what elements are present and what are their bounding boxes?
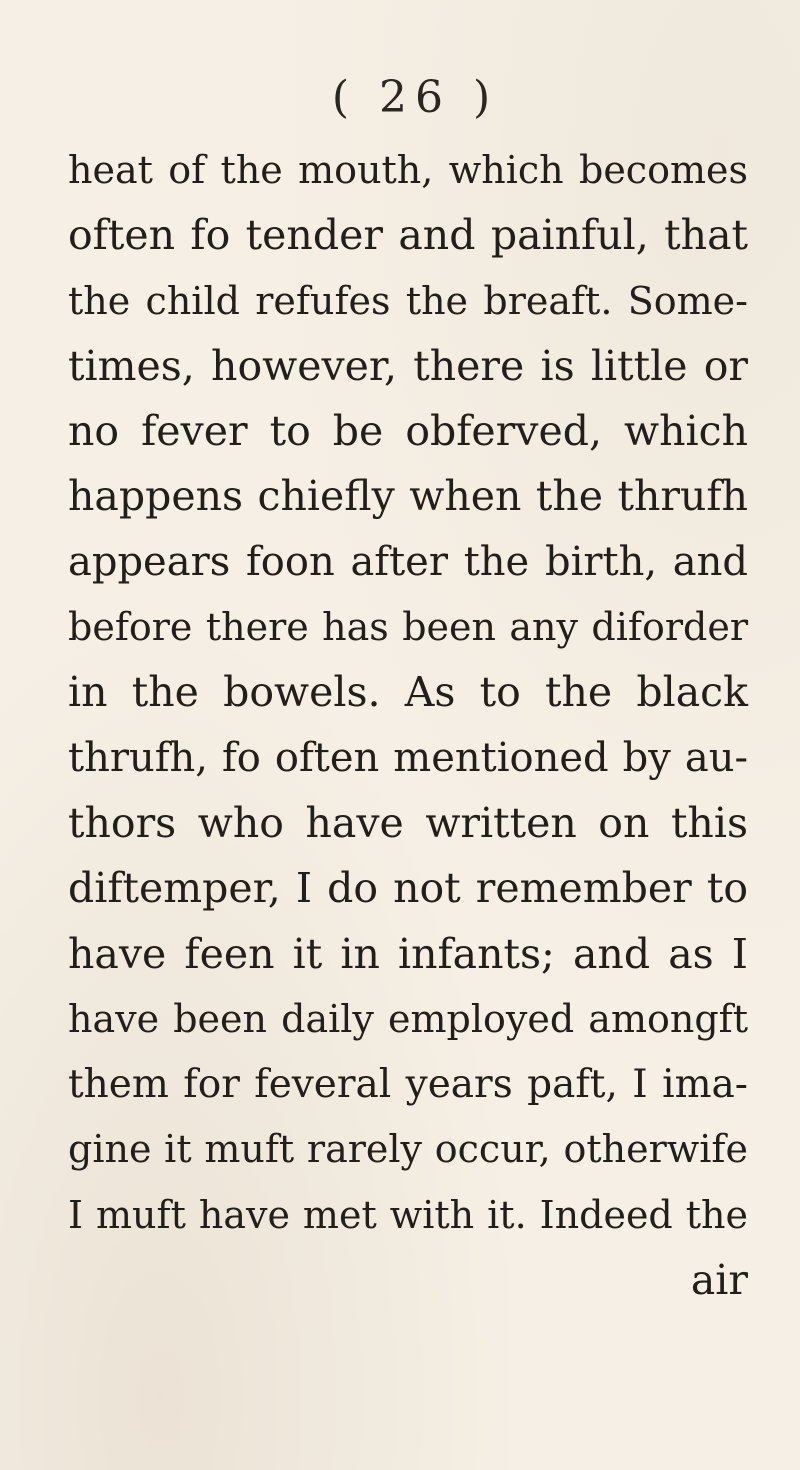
body-text xyxy=(68,138,748,1313)
text-line: happens chiefly when the thrufh xyxy=(68,472,748,521)
text-line: thrufh, fo often mentioned by au- xyxy=(68,734,748,781)
text-line: thors who have written on this xyxy=(68,798,748,847)
text-line: gine it muft rarely occur, otherwife xyxy=(68,1127,748,1172)
text-line: before there has been any diforder xyxy=(68,605,748,650)
text-line: often fo tender and painful, that xyxy=(68,211,748,260)
text-line: appears foon after the birth, and xyxy=(68,538,748,585)
text-line: them for feveral years paft, I ima- xyxy=(68,1062,748,1108)
text-line: times, however, there is little or xyxy=(68,341,748,390)
text-line: the child refufes the breaft. Some- xyxy=(68,278,748,323)
page-number: ( 26 ) xyxy=(331,72,499,123)
catchword: air xyxy=(690,1256,748,1305)
text-line: have been daily employed amongft xyxy=(68,996,748,1041)
text-line: have feen it in infants; and as I xyxy=(68,929,748,978)
text-line: diftemper, I do not remember to xyxy=(68,864,748,913)
text-line: heat of the mouth, which becomes xyxy=(68,148,748,192)
text-line: no fever to be obferved, which xyxy=(68,407,748,456)
text-line: I muft have met with it. Indeed the xyxy=(68,1192,748,1237)
text-line: in the bowels. As to the black xyxy=(68,668,748,717)
